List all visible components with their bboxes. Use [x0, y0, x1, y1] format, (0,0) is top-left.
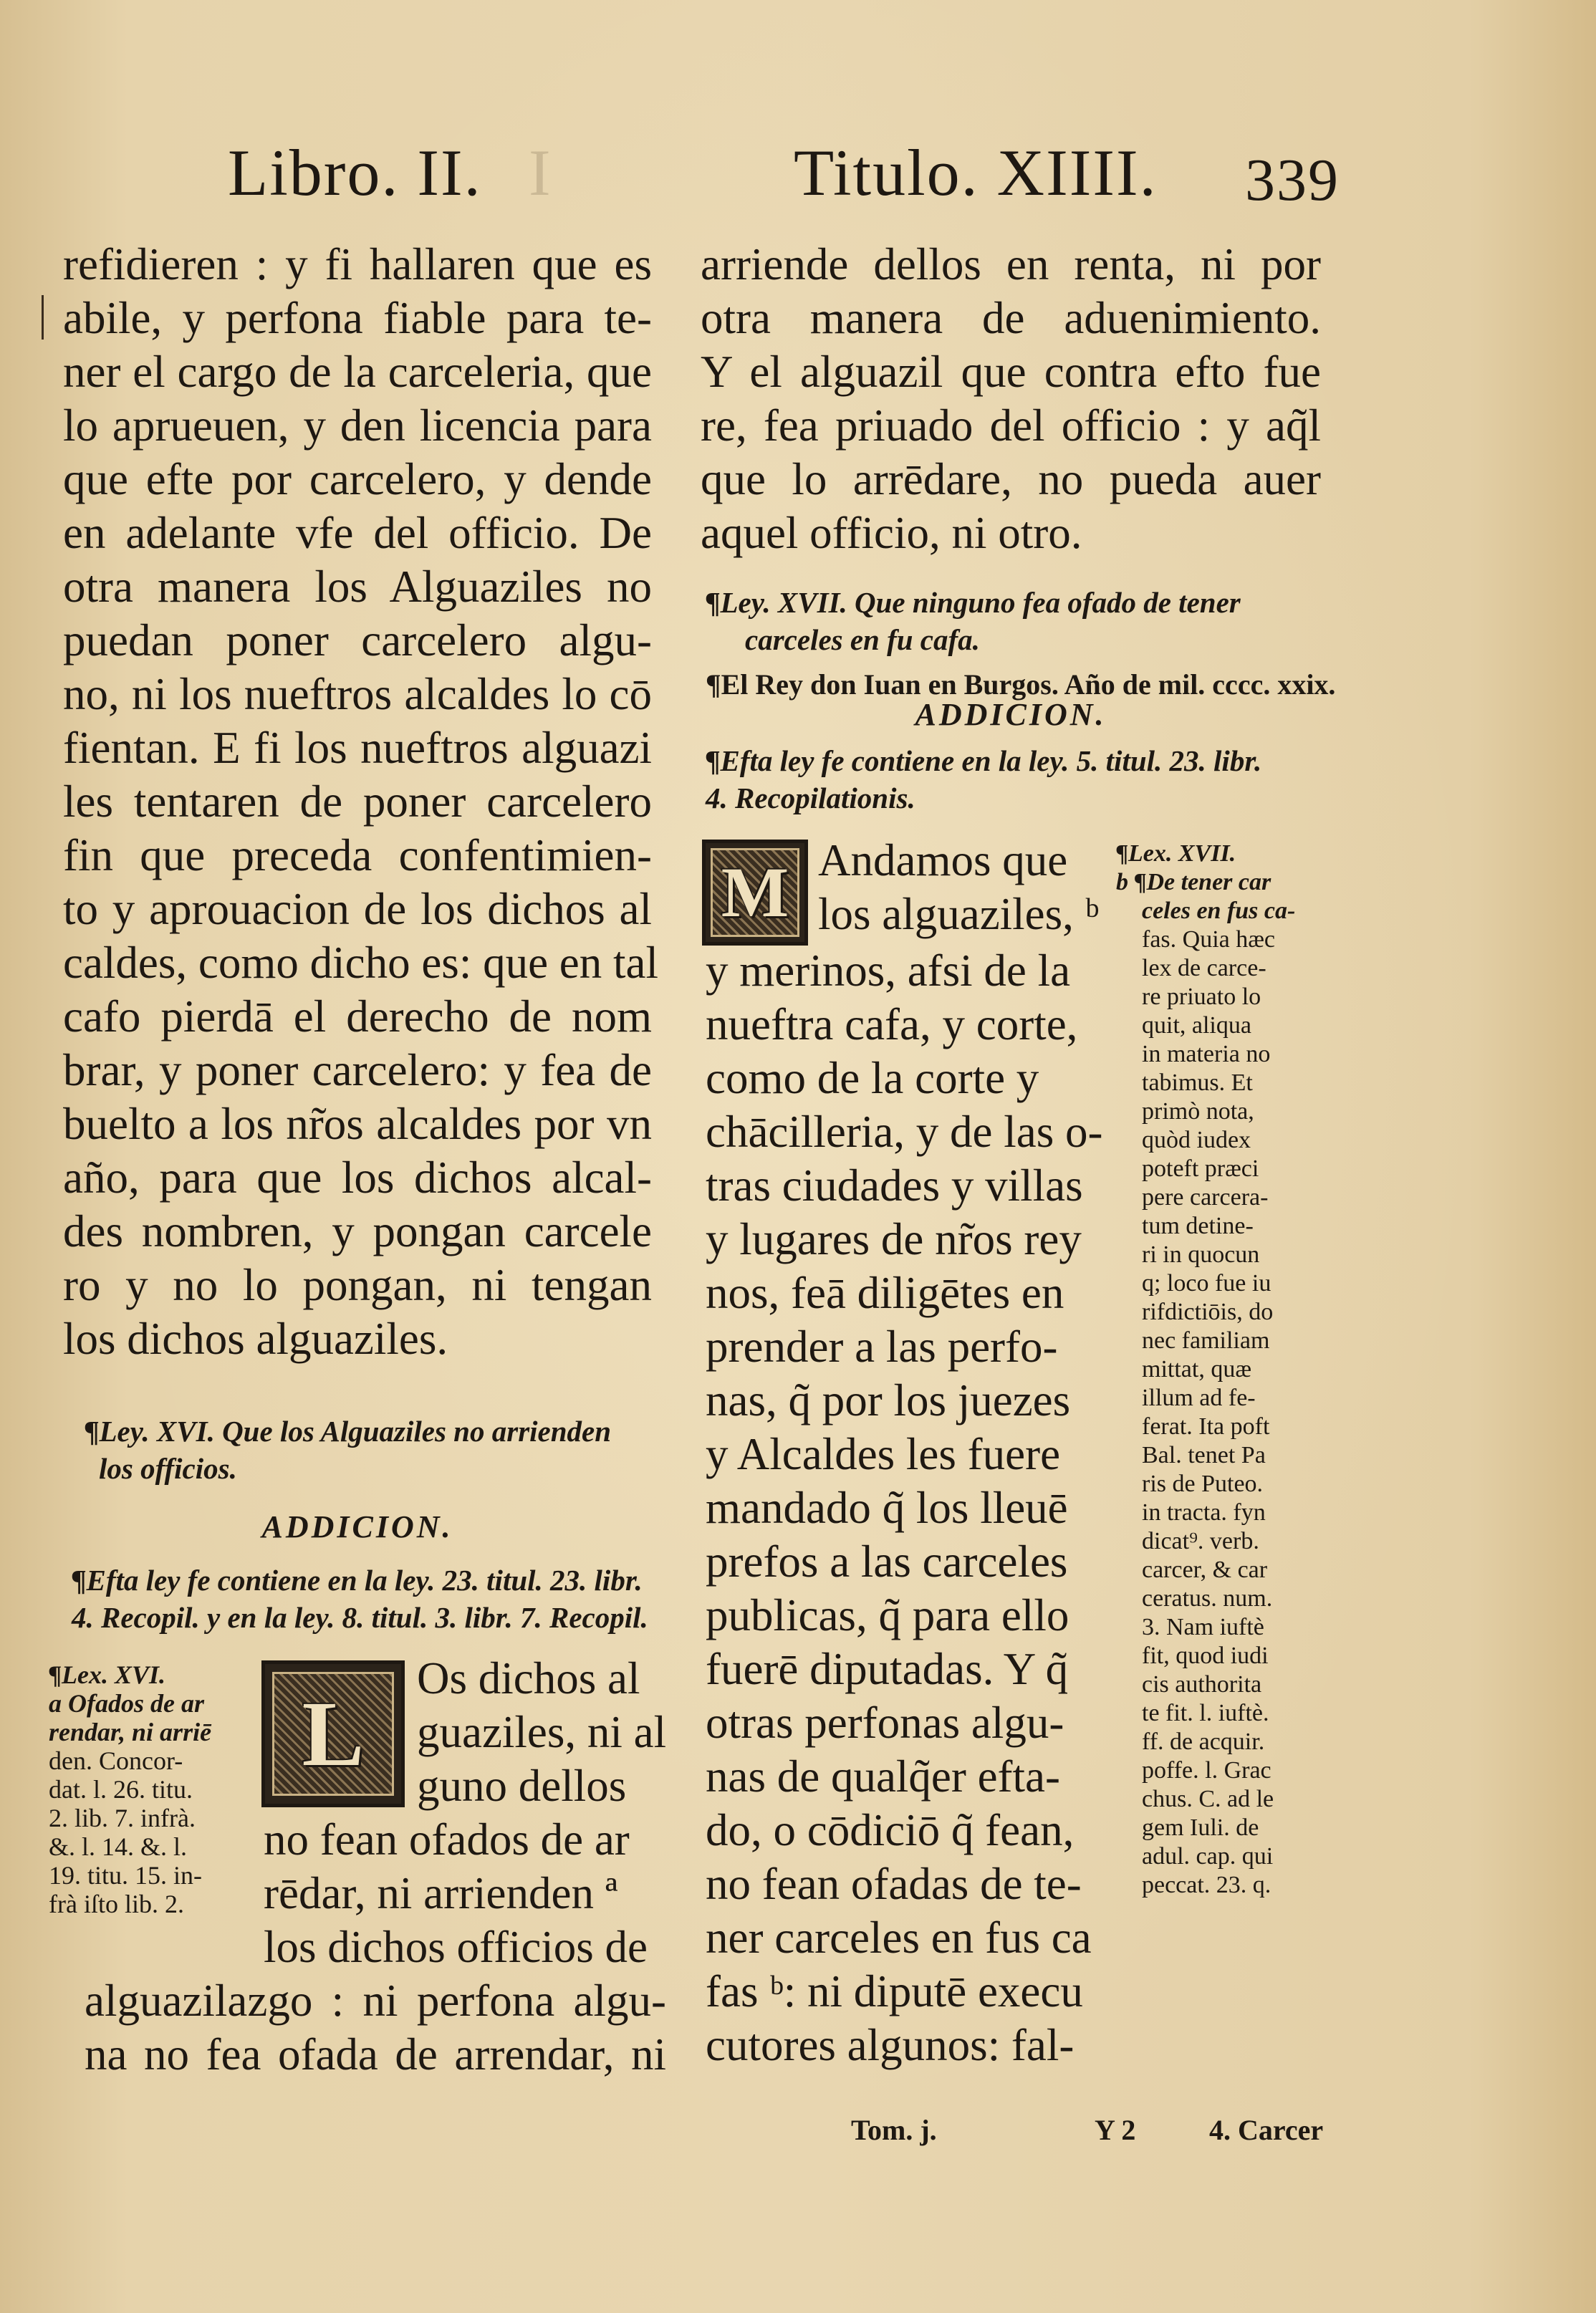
- text-line: en adelante vfe del officio. De: [63, 508, 652, 558]
- text-line: no fean ofadas de te-: [706, 1859, 1082, 1909]
- text-line: fin que preceda confentimien-: [63, 830, 652, 880]
- right-column-text: [701, 238, 1321, 560]
- text-line: Andamos que: [818, 835, 1068, 885]
- text-line: guaziles, ni al: [417, 1707, 667, 1757]
- running-head-left: Libro. II.: [228, 136, 482, 209]
- text-line: fas ᵇ: ni diputē execu: [706, 1966, 1083, 2016]
- text-line: publicas, q̃ para ello: [706, 1590, 1069, 1640]
- text-line: brar, y poner carcelero: y fea de: [63, 1045, 652, 1095]
- text-line: que efte por carcelero, y dende: [63, 454, 652, 504]
- text-line: no, ni los nueftros alcaldes lo cō: [63, 669, 652, 719]
- margin-mark: [42, 295, 44, 340]
- ley-xvi-heading: ¶Ley. XVI. Que los Alguaziles no arrienden los officios.: [85, 1415, 612, 1485]
- show-through-mark: I: [529, 136, 551, 209]
- text-line: no fean ofados de ar: [264, 1814, 630, 1865]
- text-line: los dichos alguaziles.: [63, 1314, 448, 1364]
- text-line: to y aprouacion de los dichos al: [63, 884, 652, 934]
- text-line: nas, q̃ por los juezes: [706, 1375, 1071, 1425]
- text-line: cafo pierdā el derecho de nom: [63, 991, 652, 1042]
- text-line: rēdar, ni arrienden ª: [264, 1868, 618, 1918]
- text-line: puedan poner carcelero algu-: [63, 615, 652, 665]
- text-line: cutores algunos: fal-: [706, 2020, 1075, 2070]
- final-lines-left: [85, 1974, 666, 2082]
- text-line: nueftra cafa, y corte,: [706, 999, 1078, 1049]
- addicion-text-left: ¶Efta ley fe contiene en la ley. 23. titul. 23. libr. 4. Recopil. y en la ley. 8. titul. 3. libr. 7. Recopil.: [72, 1564, 648, 1634]
- left-column-text: [63, 238, 658, 1366]
- text-line: tras ciudades y villas: [706, 1160, 1083, 1211]
- text-line: y merinos, afsi de la: [706, 946, 1071, 996]
- text-line: otras perfonas algu-: [706, 1698, 1064, 1748]
- king-line: ¶El Rey don Iuan en Burgos. Año de mil. cccc. xxix.: [706, 668, 1336, 701]
- text-line: caldes, como dicho es: que en tal: [63, 938, 658, 988]
- text-line: mandado q̃ los lleuē: [706, 1483, 1068, 1533]
- drop-cap-lines-right: [818, 834, 1140, 941]
- text-line: prefos a las carceles: [706, 1537, 1068, 1587]
- text-line: guno dellos: [417, 1761, 627, 1811]
- drop-cap-m: M: [702, 840, 808, 946]
- marginal-note-left: ¶Lex. XVI. a Ofados de ar rendar, ni arriē den. Concor- dat. l. 26. titu. 2. lib. 7. infrà. &. l. 14. &. l. 19. titu. 15. in- frà iſto lib. 2.: [49, 1660, 212, 1918]
- text-line: Os dichos al: [417, 1653, 640, 1703]
- text-line: y Alcaldes les fuere: [706, 1429, 1061, 1479]
- drop-cap-l: L: [261, 1660, 405, 1807]
- drop-cap-lines-left: [417, 1652, 675, 1813]
- text-line: los dichos officios de: [264, 1922, 648, 1972]
- text-line: aquel officio, ni otro.: [701, 508, 1082, 558]
- text-line: otra manera de aduenimiento.: [701, 293, 1321, 343]
- footer-catchword: 4. Carcer: [1209, 2114, 1324, 2146]
- text-line: nos, feā diligētes en: [706, 1268, 1064, 1318]
- text-line: prender a las perfo-: [706, 1322, 1058, 1372]
- addicion-text-right: ¶Efta ley fe contiene en la ley. 5. titul. 23. libr. 4. Recopilationis.: [706, 744, 1262, 814]
- marginal-note-right: ¶Lex. XVII. b ¶De tener car celes en fus ca- fas. Quia hæc lex de carce- re priuato lo quit, aliqua in materia no tabimus. Et primò nota, quòd iudex poteft præci pere carcera- tum detine- ri in quocun q; loco fue iu rifdictiōis, do nec familiam mittat, quæ illum ad fe- ferat. Ita poft Bal. tenet Pa ris de Puteo. in tracta. fyn dicat⁹. verb. carcer, & car ceratus. num. 3. Nam iuftè fit, quod iudi cis authorita te fit. l. iuftè. ff. de acquir. poffe. l. Grac chus. C. ad le gem Iuli. de adul. cap. qui peccat. 23. q.: [1116, 840, 1296, 1898]
- text-line: les tentaren de poner carcelero: [63, 776, 652, 827]
- text-line: ner el cargo de la carceleria, que: [63, 347, 652, 397]
- after-drop-lines-left: [264, 1813, 679, 1974]
- footer-signature: Y 2: [1095, 2114, 1136, 2146]
- text-line: arriende dellos en renta, ni por: [701, 239, 1321, 289]
- text-line: fuerē diputadas. Y q̃: [706, 1644, 1069, 1694]
- text-line: nas de qualq̃er efta-: [706, 1751, 1060, 1802]
- text-line: re, fea priuado del officio : y aq̃l: [701, 400, 1321, 451]
- text-line: abile, y perfona fiable para te-: [63, 293, 652, 343]
- addicion-heading-right: ADDICION.: [915, 697, 1107, 732]
- text-line: que lo arrēdare, no pueda auer: [701, 454, 1321, 504]
- text-line: na no fea ofada de arrendar, ni: [85, 2029, 666, 2079]
- text-line: ro y no lo pongan, ni tengan: [63, 1260, 652, 1310]
- page-number: 339: [1245, 147, 1340, 213]
- text-line: y lugares de nr̃os rey: [706, 1214, 1082, 1264]
- text-line: alguazilazgo : ni perfona algu-: [85, 1976, 666, 2026]
- text-line: do, o cōdiciō q̃ fean,: [706, 1805, 1075, 1855]
- text-line: los alguaziles, ᵇ: [818, 889, 1100, 939]
- text-line: des nombren, y pongan carcele: [63, 1206, 652, 1256]
- text-line: refidieren : y fi hallaren que es: [63, 239, 652, 289]
- text-line: otra manera los Alguaziles no: [63, 562, 652, 612]
- footer-tome: Tom. j.: [851, 2114, 937, 2146]
- running-head-right: Titulo. XIIII.: [794, 136, 1158, 209]
- text-line: lo aprueuen, y den licencia para: [63, 400, 652, 451]
- text-line: fientan. E fi los nueftros alguazi: [63, 723, 652, 773]
- text-line: chācilleria, y de las o-: [706, 1107, 1103, 1157]
- addicion-heading-left: ADDICION.: [261, 1509, 453, 1544]
- text-line: como de la corte y: [706, 1053, 1039, 1103]
- right-column-body: [706, 944, 1128, 2072]
- text-line: Y el alguazil que contra efto fue: [701, 347, 1321, 397]
- ley-xvii-heading: ¶Ley. XVII. Que ninguno fea ofado de tener carceles en fu cafa.: [706, 586, 1241, 656]
- text-line: año, para que los dichos alcal-: [63, 1153, 652, 1203]
- text-line: buelto a los nr̃os alcaldes por vn: [63, 1099, 652, 1149]
- text-line: ner carceles en fus ca: [706, 1913, 1092, 1963]
